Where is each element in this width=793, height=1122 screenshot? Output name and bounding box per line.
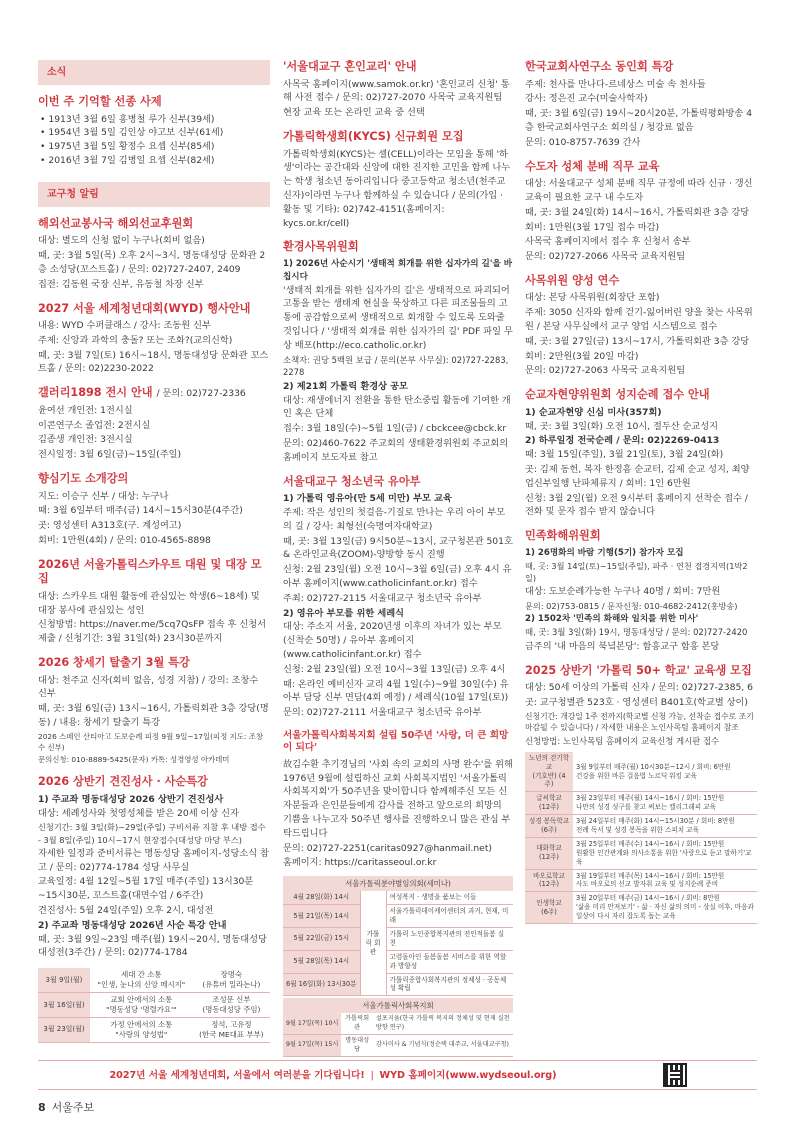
env-title: 환경사목위원회 xyxy=(283,240,359,254)
schedule-date: 3월 23일(월) xyxy=(38,1018,90,1043)
seminar-desc: 여성복지 · 생명을 품보는 이들 xyxy=(386,891,513,904)
nun-line: 문의: 02)727-2066 사목국 교육지원팀 xyxy=(525,251,686,263)
school-desc: 3월 19일부터 매주(목) 14시~16시 / 회비: 15만원 사도 바오로의 선교 발자취 교육 및 성지순례 준비 xyxy=(573,869,757,892)
school-title: 2025 상반기 '가톨릭 50+ 학교' 교육생 모집 xyxy=(525,663,752,677)
martyr-line: 신청: 3월 2일(월) 오전 9시부터 홈페이지 선착순 접수 / 전화 및 문자 접수 받지 않습니다 xyxy=(525,492,748,518)
event-date: 9월 17일(목) 10시 xyxy=(283,1013,341,1034)
nun-line: 회비: 1만원(3월 17일 접수 마감) xyxy=(525,221,660,233)
martyr-sub: 1) 순교자현양 신심 미사(357회) xyxy=(525,406,662,418)
memorial-item: • 2016년 3월 7일 김병일 요셉 신부(82세) xyxy=(40,154,215,166)
kycs-title: 가톨릭학생회(KYCS) 신규회원 모집 xyxy=(283,129,464,143)
env-sub: 2) 제21회 가톨릭 환경상 공모 xyxy=(283,380,408,392)
youth-line: 신청: 2월 23일(월) 오전 10시~3월 13일(금) 오후 4시 xyxy=(283,663,506,675)
youth-line: 때: 온라인 예비신자 교리 4월 1일(수)~9월 30일(수) 유아부 담당 신부 면담(4회 예정) / 세례식(10월 17일(토)) xyxy=(283,678,509,704)
youth-line: 때, 곳: 3월 13일(금) 9시50분~13시, 교구청본관 501호 & 온라인교육(ZOOM)-양방향 동시 진행 xyxy=(283,535,513,561)
lent-line: 때, 곳: 3월 9일~23일 매주(월) 19시~20시, 명동대성당 대성전(3주간) / 문의: 02)774-1784 xyxy=(38,933,267,959)
gallery-title: 갤러리1898 전시 안내 / 문의: 02)727-2336 xyxy=(38,386,246,400)
martyr-line: 때: 3월 15일(주일), 3월 21일(토), 3월 24일(화) xyxy=(525,449,724,461)
welfare-seminar-table xyxy=(283,891,513,996)
welfare-event-table xyxy=(283,1013,513,1056)
gallery-line: 이콘연구소 졸업전: 2전시실 xyxy=(38,419,151,431)
nun-line: 때, 곳: 3월 24일(화) 14시~16시, 가톨릭회관 3층 강당 xyxy=(525,206,750,218)
seminar-desc: 가톨릭 노인종합복지관의 전인적돌봄 실천 xyxy=(386,928,513,951)
scout-line: 대상: 스카우트 대원 활동에 관심있는 학생(6~18세) 및 대장 봉사에 관심있는 성인 xyxy=(38,590,260,616)
table-row xyxy=(525,792,757,815)
hyangsim-line: 때: 3월 6일부터 매주(금) 14시~15시30분(4주간) xyxy=(38,505,243,517)
schedule-speaker: 정석, 고유정 (한국 ME대표 부부) xyxy=(193,1018,270,1043)
school-desc: 3월 20일부터 매주(금) 14시~16시 / 회비: 8만원 '삶을 미리 만져보기' - 삶 · 자신 삶의 의미 - 상실 이후, 마음과 일상이 다시 자리 잡도록 돕는 교육 xyxy=(573,892,757,924)
table-row xyxy=(525,752,757,792)
nun-line: 사목국 홈페이지에서 접수 후 신청서 송부 xyxy=(525,236,691,248)
table-row xyxy=(283,1035,513,1057)
reconcile-line: 때, 곳: 3월 3일(화) 19시, 명동대성당 / 문의: 02)727-2420 xyxy=(525,627,748,638)
memorial-list xyxy=(38,113,270,168)
wyd-line: 때, 곳: 3월 7일(토) 16시~18시, 명동대성당 문화관 꼬스트홀 / 문의: 02)2230-2022 xyxy=(38,349,269,375)
table-row xyxy=(38,993,270,1018)
wyd-banner-text[interactable]: 2027년 서울 세계청년대회, 서울에서 여러분을 기다립니다! ❘ WYD 홈페이지(www.wydseoul.org) xyxy=(109,1070,557,1081)
event-desc: 감사미사 & 기념식(정순택 대주교, 서울대교구청) xyxy=(373,1035,513,1057)
gallery-line: 윤여선 개인전: 1전시실 xyxy=(38,404,133,416)
column-right xyxy=(525,60,757,924)
wedding-line: 현장 교육 또는 온라인 교육 중 선택 xyxy=(283,107,425,119)
overseas-line: 집전: 김동원 국장 신부, 유동철 차장 신부 xyxy=(38,278,204,290)
youth-title: 서울대교구 청소년국 유아부 xyxy=(283,474,421,488)
wedding-line: 사목국 홈페이지(www.samok.or.kr) '혼인교리 신청' 통해 사전 접수 / 문의: 02)727-2070 사목국 교육지원팀 xyxy=(283,78,510,104)
event-date: 9월 17일(목) 15시 xyxy=(283,1035,341,1057)
env-line: 대상: 재생에너지 전환을 통한 탄소중립 활동에 기여한 개인 혹은 단체 xyxy=(283,394,511,420)
schedule-topic: 교회 안에서의 소통 "명동성당 '명렬가요'" xyxy=(90,993,193,1018)
hyangsim-line: 지도: 이승구 신부 / 대상: 누구나 xyxy=(38,490,169,502)
confirmation-line: 견진성사: 5월 24일(주일) 오후 2시, 대성전 xyxy=(38,905,214,917)
samok-title: 사목위원 양성 연수 xyxy=(525,273,620,287)
notice-section-tab: 교구청 알림 xyxy=(38,182,270,207)
table-row xyxy=(283,973,513,996)
samok-line: 대상: 본당 사목위원(회장단 포함) xyxy=(525,292,660,304)
reconcile-sub: 1) 26명화의 바람 기행(5기) 참가자 모집 xyxy=(525,547,684,558)
lent-schedule-table xyxy=(38,968,270,1043)
history-line: 문의: 010-8757-7639 간사 xyxy=(525,136,641,148)
history-line: 강사: 정은진 교수(미술사학자) xyxy=(525,93,648,105)
reconcile-line: 문의: 02)753-0815 / 문자신청: 010-4682-2412(홍방송) xyxy=(525,601,738,612)
table-row xyxy=(283,928,513,951)
youth-line: 대상: 주소지 서울, 2020년생 이후의 자녀가 있는 부모(신착순 50명) / 유아부 홈페이지(www.catholicinfant.or.kr) 접수 xyxy=(283,621,502,660)
table-row xyxy=(38,968,270,992)
changse-line: 문의신청: 010-8889-5425(문자) 카톡: 성경영성 아카데미 xyxy=(38,755,230,765)
martyr-title: 순교자현양위원회 성지순례 접수 안내 xyxy=(525,388,710,402)
changse-line: 2026 스페인 산티아고 도보순례 피정 9월 9일~17일(피정 지도: 조창수 신부) xyxy=(38,731,264,752)
seminar-desc: 가톨릭종합사회복지관의 정체성 · 공동체성 확립 xyxy=(386,973,513,996)
table-row xyxy=(283,891,513,904)
seminar-date: 5월 22일(금) 15시 xyxy=(283,928,360,951)
history-title: 한국교회사연구소 동인회 특강 xyxy=(525,60,674,73)
welfare-title: 서울가톨릭사회복지회 설립 50주년 '사랑, 더 큰 희망이 되다' xyxy=(283,729,509,754)
env-line: 접수: 3월 18일(수)~5월 1일(금) / cbckcee@cbck.kr xyxy=(283,423,507,435)
table-row xyxy=(283,905,513,928)
overseas-line: 대상: 별도의 신청 없이 누구나(회비 없음) xyxy=(38,235,205,247)
seminar-date: 5월 28일(목) 14시 xyxy=(283,950,360,973)
confirmation-line: 교육일정: 4월 12일~5월 17일 매주(주일) 13시30분~15시30분, 꼬스트홀(대면수업 / 6주간) xyxy=(38,876,254,902)
changse-line: 대상: 천주교 신자(회비 없음, 성경 지참) / 강의: 조창수 신부 xyxy=(38,674,259,700)
school-name: 바오로학교 (12주) xyxy=(525,869,573,892)
confirmation-sub: 1) 주교좌 명동대성당 2026 상반기 견진성사 xyxy=(38,793,224,805)
memorial-item: • 1954년 3월 5일 김인상 야고보 신부(61세) xyxy=(40,127,224,139)
samok-line: 문의: 02)727-2063 사목국 교육지원팀 xyxy=(525,365,686,377)
welfare-line: 故김수환 추기경님의 '사회 속의 교회의 사명 완수'를 위해 1976년 9월에 설립하신 교회 사회복지법인 '서울가톨릭사회복지회'가 50주년을 맞이합니다 함께해주신 모든 신자분들과 은인분들에게 감사를 전하고 앞으로의 희망의 기쁨을 나누고자 50주년 행사를 진행하오니 많은 관심 부탁드립니다 xyxy=(283,758,513,839)
school-name: 글씨학교 (12주) xyxy=(525,792,573,815)
schedule-speaker: 조성문 신부 (명동대성당 주임) xyxy=(193,993,270,1018)
martyr-line: 때, 곳: 3월 3일(화) 오전 10시, 절두산 순교성지 xyxy=(525,420,719,432)
env-line: '생태적 회개를 위한 십자가의 길'은 생태적으로 파괴되어 고통을 받는 생태계 현실을 묵상하고 다른 피조물들의 고통에 공감함으로써 생태적으로 회개할 수 있도록 도와줄 것입니다 / '생태적 회개를 위한 십자가의 길' PDF 파일 무상 배포(http://eco.catholic.or.kr) xyxy=(283,284,513,351)
reconcile-sub: 2) 1502차 '민족의 화해와 일치를 위한 미사' xyxy=(525,614,699,625)
overseas-line: 때, 곳: 3월 5일(목) 오후 2시~3시, 명동대성당 문화관 2층 소성당(꼬스트홀) / 문의: 02)727-2407, 2409 xyxy=(38,250,266,275)
wedding-title: '서울대교구 혼인교리' 안내 xyxy=(283,60,417,73)
seminar-date: 6월 16일(화) 13시30분 xyxy=(283,973,360,996)
school-desc: 3월 23일부터 매주(월) 14시~16시 / 회비: 15만원 나만의 성경 성구를 찾고 써보는 캘리그래피 교육 xyxy=(573,792,757,815)
martyr-line: 곳: 김제 동헌, 복자 한정흠 순교터, 김제 순교 성지, 최양업신부일행 난파체류지 / 회비: 1인 6만원 xyxy=(525,463,750,489)
school-desc: 3월 25일부터 매주(수) 14시~16시 / 회비: 15만원 원활한 인간관계와 의사소통을 위한 '사랑으로 듣고 말하기'교육 xyxy=(573,837,757,869)
youth-line: 주최: 02)727-2115 서울대교구 청소년국 유아부 xyxy=(283,592,482,604)
martyr-sub: 2) 하루일정 전국순례 / 문의: 02)2269-0413 xyxy=(525,435,720,447)
school-name: 성경 봉독학교 (6주) xyxy=(525,815,573,838)
confirmation-line: 자세한 일정과 준비서류는 명동성당 홈페이지-성당소식 참고 / 문의: 02)774-1784 성당 사무실 xyxy=(38,847,269,873)
hyangsim-line: 회비: 1만원(4회) / 문의: 010-4565-8898 xyxy=(38,534,211,546)
gallery-line: 김종생 개인전: 3전시실 xyxy=(38,434,133,446)
event-venue: 명동대성당 xyxy=(341,1035,373,1057)
seminar-date: 4월 28일(화) 14시 xyxy=(283,891,360,904)
history-line: 주제: 천사를 만나다-르네상스 미술 속 천사들 xyxy=(525,78,706,90)
table-row xyxy=(38,1018,270,1043)
memorial-title: 이번 주 기억할 선종 사제 xyxy=(38,95,162,108)
nun-title: 수도자 성체 분배 직무 교육 xyxy=(525,159,660,173)
school-schedule-table xyxy=(525,752,757,924)
school-name: 인생학교 (6주) xyxy=(525,892,573,924)
table-row xyxy=(525,869,757,892)
youth-sub: 1) 가톨릭 영유아(만 5세 미만) 부모 교육 xyxy=(283,493,452,505)
wyd-title: 2027 서울 세계청년대회(WYD) 행사안내 xyxy=(38,301,251,315)
news-section-tab: 소식 xyxy=(38,60,270,85)
column-middle xyxy=(283,60,513,1057)
history-line: 때, 곳: 3월 6일(금) 19시~20시20분, 가톨릭평화방송 4층 한국교회사연구소 회의실 / 청강료 없음 xyxy=(525,108,753,133)
scout-title: 2026년 서울가톨릭스카우트 대원 및 대장 모집 xyxy=(38,557,262,586)
reconcile-line: 금주의 '내 마음의 북녘본당': 함흥교구 함흥 본당 xyxy=(525,640,720,652)
youth-line: 주제: 작은 성인의 첫걸음-기질로 만나는 우리 아이 부모의 길 / 강사: 최형선(숙명여자대학교) xyxy=(283,506,506,532)
schedule-topic: 세대 간 소통 "인생, 눈나의 신앙 메시지" xyxy=(90,968,193,992)
nun-line: 대상: 서울대교구 성체 분배 직무 규정에 따라 신규 · 갱신 교육이 필요한 교구 내 수도자 xyxy=(525,178,753,203)
reconcile-title: 민족화해위원회 xyxy=(525,529,601,543)
school-line: 대상: 50세 이상의 가톨릭 신자 / 문의: 02)727-2385, 6 xyxy=(525,682,753,694)
seminar-date: 5월 21일(목) 14시 xyxy=(283,905,360,928)
school-name: 대화학교 (12주) xyxy=(525,837,573,869)
welfare-table-heading-2: 서울가톨릭사회복지회 xyxy=(283,998,513,1013)
welfare-line: 문의: 02)727-2251(caritas0927@hanmail.net) xyxy=(283,842,493,854)
seminar-desc: 고령돌아인 돌봄돌봄 서비스를 위한 역할과 방향성 xyxy=(386,950,513,973)
hyangsim-line: 곳: 영성센터 A313호(구. 계성여고) xyxy=(38,520,182,532)
welfare-table-heading: 서울가톨릭분야별임의회(세미나) xyxy=(283,876,513,891)
wyd-line: 주제: 신앙과 과학의 충돌? 또는 조화?(교의신학) xyxy=(38,334,233,346)
column-left xyxy=(38,60,270,1043)
school-line: 곳: 교구청별관 523호 · 영성센터 B401호(학교별 상이) xyxy=(525,696,748,708)
wyd-line: 내용: WYD 수퍼클래스 / 강사: 조동원 신부 xyxy=(38,320,211,332)
samok-line: 주제: 3050 신자와 함께 걷기-잃어버린 양을 찾는 사목위원 / 본당 사무실에서 교구 양업 시스템으로 접수 xyxy=(525,307,753,333)
schedule-speaker: 장명숙 (유튜버 밀라논나) xyxy=(193,968,270,992)
scout-line: 신청방법: https://naver.me/5cq7QsFP 접속 후 신청서 제출 / 신청기간: 3월 31일(화) 23시30분까지 xyxy=(38,619,266,645)
memorial-item: • 1975년 3월 5일 황정수 요셉 신부(85세) xyxy=(40,141,215,153)
school-name: 노년의 걷기학교 (기호반) (4주) xyxy=(525,752,573,792)
school-line: 신청방법: 노인사목팀 홈페이지 교육신청 게시판 접수 xyxy=(525,736,720,747)
school-line: 신청기간: 개강일 1주 전까지(학교별 신청 가능, 선착순 접수로 조기 마감될 수 있습니다) / 자세한 내용은 노인사목팀 홈페이지 참조 xyxy=(525,711,754,733)
gallery-line: 전시일정: 3월 6일(금)~15일(주일) xyxy=(38,449,182,461)
env-line: 문의: 02)460-7622 주교회의 생태환경위원회 주교회의 홈페이지 보도자료 참고 xyxy=(283,438,509,463)
env-line: 소책자: 권당 5백원 보급 / 문의(본부 사무실): 02)727-2283, 2278 xyxy=(283,354,509,378)
page-number: 8 xyxy=(38,1101,46,1114)
table-row xyxy=(525,892,757,924)
table-row xyxy=(525,837,757,869)
confirmation-line: 신청기간: 3월 3일(화)~29일(주일) 구비서류 지참 후 내방 접수 - 3월 8일(주일) 10시~17시 현장접수(대성당 마당 부스) xyxy=(38,822,266,845)
event-desc: 설포지움(한국 가톨릭 복지의 정체성 및 현재 실천방향 연구) xyxy=(373,1013,513,1034)
page-footer xyxy=(38,1100,94,1117)
reconcile-line: 대상: 도보순례가능한 누구나 40명 / 회비: 7만원 xyxy=(525,586,721,598)
schedule-date: 3월 16일(월) xyxy=(38,993,90,1018)
event-venue: 가톨릭회관 xyxy=(341,1013,373,1034)
confirmation-line: 대상: 세례성사와 첫영성체를 받은 20세 이상 신자 xyxy=(38,807,239,819)
table-row xyxy=(283,1013,513,1034)
kycs-line: 가톨릭학생회(KYCS)는 셀(CELL)이라는 모임을 통해 '하생'이라는 공간대와 신앙에 대한 진지한 고민을 함께 나누는 학생 청소년 동아리입니다 중고등학교 청소년(천주교 신자)이라면 누구나 함께하실 수 있습니다 / 문의(가입 · 활동 및 기타): 02)742-4151(홈페이지: kycs.or.kr/cell) xyxy=(283,148,511,229)
env-sub: 1) 2026년 사순시기 '생태적 회개를 위한 십자가의 길'을 바칩시다 xyxy=(283,258,513,282)
schedule-topic: 가정 안에서의 소통 "사랑의 양성법" xyxy=(90,1018,193,1043)
overseas-title: 해외선교봉사국 해외선교후원회 xyxy=(38,216,194,230)
publication-name: 서울주보 xyxy=(51,1101,95,1114)
reconcile-line: 때, 곳: 3월 14일(토)~15일(주일), 파주 · 연천 접경지역(1박2일) xyxy=(525,560,748,583)
youth-line: 문의: 02)727-2111 서울대교구 청소년국 유아부 xyxy=(283,707,482,719)
confirmation-title: 2026 상반기 견진성사 · 사순특강 xyxy=(38,775,208,789)
samok-line: 회비: 2만원(3월 20일 마감) xyxy=(525,350,639,362)
school-desc: 3월 24일부터 매주(화) 14시~15시30분 / 회비: 8만원 전례 독서 및 성경 봉독을 위한 스피치 교육 xyxy=(573,815,757,838)
samok-line: 때, 곳: 3월 27일(금) 13시~17시, 가톨릭회관 3층 강당 xyxy=(525,335,750,347)
seminar-desc: 서울가톨릭데이케어센터의 과거, 현재, 미래 xyxy=(386,905,513,928)
hyangsim-title: 향심기도 소개강의 xyxy=(38,472,129,485)
seminar-venue: 가톨릭 회관 xyxy=(360,891,386,996)
schedule-date: 3월 9일(월) xyxy=(38,968,90,992)
table-row xyxy=(283,950,513,973)
changse-title: 2026 창세기 탈출기 3월 특강 xyxy=(38,656,190,670)
qr-code-icon xyxy=(663,1063,687,1087)
youth-line: 신청: 2월 23일(월) 오전 10시~3월 6일(금) 오후 4시 유아부 홈페이지(www.catholicinfant.or.kr) 접수 xyxy=(283,564,512,589)
lent-sub: 2) 주교좌 명동대성당 2026년 사순 특강 안내 xyxy=(38,919,227,931)
table-row xyxy=(525,815,757,838)
wyd-banner xyxy=(38,1060,757,1090)
memorial-item: • 1913년 3월 6일 홍병철 루가 신부(39세) xyxy=(40,113,215,125)
changse-line: 때, 곳: 3월 6일(금) 13시~16시, 가톨릭회관 3층 강당(명동) / 내용: 창세기 탈출기 특강 xyxy=(38,703,269,729)
school-desc: 3월 9일부터 매주(월) 10시30분~12시 / 회비: 6만원 건강을 위한 바른 걸음법 노르딕 워킹 교육 xyxy=(573,752,757,792)
welfare-line: 홈페이지: https://caritasseoul.or.kr xyxy=(283,857,437,869)
youth-sub: 2) 영유아 부모를 위한 세례식 xyxy=(283,607,405,619)
